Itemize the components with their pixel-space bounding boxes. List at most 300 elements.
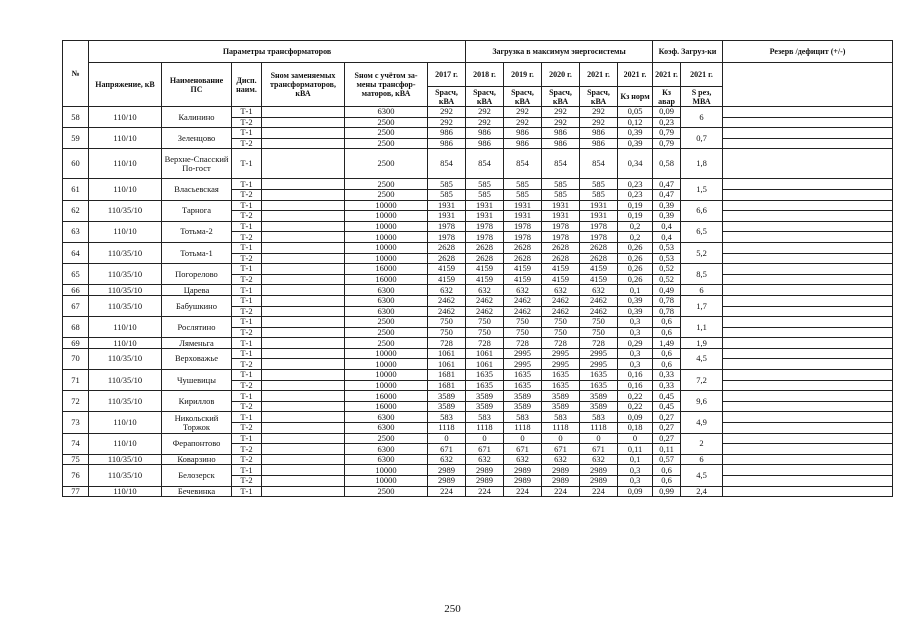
snom-replaced-cell (262, 128, 345, 139)
snom-cell: 16000 (345, 264, 428, 275)
note-cell (723, 423, 893, 434)
note-cell (723, 401, 893, 412)
load-cell: 986 (428, 138, 466, 149)
load-cell: 854 (580, 149, 618, 179)
voltage-cell: 110/35/10 (89, 370, 162, 391)
snom-replaced-cell (262, 149, 345, 179)
load-cell: 2462 (504, 306, 542, 317)
reserve-header: Резерв /дефицит (+/-) (723, 41, 893, 63)
load-cell: 632 (504, 285, 542, 296)
load-cell: 4159 (580, 264, 618, 275)
snom-cell: 6300 (345, 412, 428, 423)
note-cell (723, 200, 893, 211)
row-number-cell: 69 (63, 338, 89, 349)
srasch-2020-header: Sрасч, кВА (542, 87, 580, 107)
snom-cell: 6300 (345, 285, 428, 296)
load-cell: 854 (542, 149, 580, 179)
load-cell: 854 (466, 149, 504, 179)
disp-name-cell: Т-1 (232, 370, 262, 381)
kz-norm-cell: 0,23 (618, 189, 653, 200)
substation-name-cell: Кириллов (162, 391, 232, 412)
snom-replaced-cell (262, 211, 345, 222)
substation-name-cell: Тотьма-2 (162, 221, 232, 242)
load-cell: 986 (504, 138, 542, 149)
load-cell: 1978 (466, 232, 504, 243)
table-row (63, 149, 893, 179)
load-cell: 1978 (542, 232, 580, 243)
load-cell: 1635 (466, 380, 504, 391)
snom-replaced-cell (262, 264, 345, 275)
load-cell: 3589 (580, 391, 618, 402)
load-cell: 1978 (466, 221, 504, 232)
snom-replaced-cell (262, 476, 345, 487)
load-cell: 2989 (504, 476, 542, 487)
note-cell (723, 253, 893, 264)
row-number-cell: 65 (63, 264, 89, 285)
load-cell: 224 (504, 486, 542, 497)
load-cell: 1118 (428, 423, 466, 434)
table-row (63, 454, 893, 465)
snom-replaced-cell (262, 200, 345, 211)
kz-avar-cell: 0,27 (653, 433, 681, 444)
kz-norm-cell: 0,18 (618, 423, 653, 434)
snom-cell: 10000 (345, 476, 428, 487)
disp-name-cell: Т-2 (232, 232, 262, 243)
substation-name-cell: Ферапонтово (162, 433, 232, 454)
load-cell: 2995 (504, 359, 542, 370)
table-row (63, 465, 893, 476)
load-cell: 1931 (466, 200, 504, 211)
substation-name-cell: Царева (162, 285, 232, 296)
load-cell: 292 (428, 117, 466, 128)
snom-replaced-cell (262, 454, 345, 465)
disp-name-cell: Т-2 (232, 274, 262, 285)
load-cell: 1635 (580, 370, 618, 381)
load-cell: 2995 (542, 348, 580, 359)
note-cell (723, 179, 893, 190)
kz-norm-cell: 0,3 (618, 359, 653, 370)
load-cell: 2462 (580, 295, 618, 306)
substation-name-cell: Верхне-Спасский По-гост (162, 149, 232, 179)
kz-avar-cell: 0,4 (653, 221, 681, 232)
table-row (63, 285, 893, 296)
snom-replaced-cell (262, 295, 345, 306)
kz-norm-cell: 0,09 (618, 486, 653, 497)
note-cell (723, 380, 893, 391)
disp-name-cell: Т-1 (232, 200, 262, 211)
load-cell: 583 (428, 412, 466, 423)
kz-norm-cell: 0,19 (618, 211, 653, 222)
snom-cell: 10000 (345, 200, 428, 211)
load-cell: 4159 (428, 264, 466, 275)
note-cell (723, 149, 893, 179)
load-cell: 1978 (428, 232, 466, 243)
substation-name-cell: Рослятино (162, 317, 232, 338)
row-number-cell: 74 (63, 433, 89, 454)
load-cell: 585 (428, 189, 466, 200)
kz-norm-cell: 0,3 (618, 327, 653, 338)
snom-replaced-cell (262, 232, 345, 243)
note-cell (723, 412, 893, 423)
snom-cell: 2500 (345, 338, 428, 349)
note-cell (723, 359, 893, 370)
load-cell: 0 (580, 433, 618, 444)
kz-avar-header: Кз авар (653, 87, 681, 107)
load-cell: 292 (580, 107, 618, 118)
note-cell (723, 317, 893, 328)
snom-cell: 16000 (345, 274, 428, 285)
load-cell: 854 (428, 149, 466, 179)
kz-norm-cell: 0,05 (618, 107, 653, 118)
substation-name-cell: Бабушкино (162, 295, 232, 316)
load-cell: 585 (504, 179, 542, 190)
disp-name-cell: Т-2 (232, 117, 262, 128)
load-cell: 1931 (428, 211, 466, 222)
load-cell: 750 (428, 317, 466, 328)
name-header: Наименование ПС (162, 63, 232, 107)
disp-name-cell: Т-1 (232, 348, 262, 359)
table-row (63, 348, 893, 359)
snom-replaced-cell (262, 117, 345, 128)
row-number-cell: 66 (63, 285, 89, 296)
disp-name-cell: Т-1 (232, 338, 262, 349)
table-row (63, 317, 893, 328)
note-cell (723, 189, 893, 200)
srasch-2021-header: Sрасч, кВА (580, 87, 618, 107)
snom-replaced-cell (262, 179, 345, 190)
table-row (63, 433, 893, 444)
kz-norm-cell: 0,1 (618, 454, 653, 465)
load-cell: 292 (428, 107, 466, 118)
document-page (62, 40, 890, 497)
row-number-cell: 72 (63, 391, 89, 412)
reserve-year-header: 2021 г. (681, 63, 723, 87)
kz-norm-cell: 0,3 (618, 476, 653, 487)
kz-norm-cell: 0,22 (618, 391, 653, 402)
kz-avar-cell: 0,78 (653, 295, 681, 306)
disp-name-cell: Т-2 (232, 444, 262, 455)
table-row (63, 370, 893, 381)
voltage-cell: 110/10 (89, 433, 162, 454)
load-cell: 585 (580, 189, 618, 200)
substation-name-cell: Бечевинка (162, 486, 232, 497)
load-cell: 2628 (542, 242, 580, 253)
load-cell: 3589 (542, 401, 580, 412)
row-number-cell: 58 (63, 107, 89, 128)
snom-replaced-cell (262, 285, 345, 296)
srasch-2018-header: Sрасч, кВА (466, 87, 504, 107)
load-cell: 224 (542, 486, 580, 497)
load-cell: 1978 (428, 221, 466, 232)
snom-cell: 10000 (345, 232, 428, 243)
table-row (63, 242, 893, 253)
voltage-cell: 110/10 (89, 412, 162, 433)
reserve-cell: 1,1 (681, 317, 723, 338)
load-cell: 728 (580, 338, 618, 349)
reserve-cell: 9,6 (681, 391, 723, 412)
load-cell: 2989 (542, 465, 580, 476)
kz-avar-cell: 1,49 (653, 338, 681, 349)
kz-norm-cell: 0 (618, 433, 653, 444)
load-cell: 671 (580, 444, 618, 455)
load-cell: 0 (542, 433, 580, 444)
kz-norm-cell: 0,12 (618, 117, 653, 128)
load-cell: 1061 (466, 359, 504, 370)
reserve-cell: 6 (681, 107, 723, 128)
load-cell: 1118 (466, 423, 504, 434)
kz-avar-cell: 0,09 (653, 107, 681, 118)
snom-cell: 10000 (345, 221, 428, 232)
snom-cell: 2500 (345, 486, 428, 497)
voltage-cell: 110/10 (89, 317, 162, 338)
note-cell (723, 454, 893, 465)
substation-name-cell: Тотьма-1 (162, 242, 232, 263)
snom-cell: 2500 (345, 189, 428, 200)
kz-norm-cell: 0,26 (618, 264, 653, 275)
snom-replaced-cell (262, 242, 345, 253)
coef-year-avar-header: 2021 г. (653, 63, 681, 87)
load-cell: 1635 (504, 370, 542, 381)
voltage-cell: 110/35/10 (89, 454, 162, 465)
load-cell: 632 (542, 454, 580, 465)
kz-norm-cell: 0,3 (618, 317, 653, 328)
row-number-cell: 75 (63, 454, 89, 465)
voltage-cell: 110/35/10 (89, 391, 162, 412)
voltage-cell: 110/10 (89, 107, 162, 128)
reserve-cell: 1,5 (681, 179, 723, 200)
kz-norm-cell: 0,34 (618, 149, 653, 179)
snom-replaced-cell (262, 306, 345, 317)
load-cell: 750 (542, 317, 580, 328)
load-cell: 3589 (504, 391, 542, 402)
snom-replaced-cell (262, 221, 345, 232)
transformer-table (62, 40, 893, 497)
kz-norm-cell: 0,1 (618, 285, 653, 296)
kz-avar-cell: 0,39 (653, 211, 681, 222)
table-row (63, 338, 893, 349)
snom-replaced-cell (262, 274, 345, 285)
note-cell (723, 306, 893, 317)
note-cell (723, 486, 893, 497)
load-cell: 1978 (580, 221, 618, 232)
load-cell: 2462 (428, 306, 466, 317)
params-header: Параметры трансформаторов (89, 41, 466, 63)
load-cell: 3589 (580, 401, 618, 412)
voltage-header: Напряжение, кВ (89, 63, 162, 107)
load-cell: 728 (504, 338, 542, 349)
disp-name-cell: Т-1 (232, 242, 262, 253)
load-cell: 585 (428, 179, 466, 190)
note-cell (723, 221, 893, 232)
load-cell: 2995 (580, 348, 618, 359)
disp-name-cell: Т-1 (232, 128, 262, 139)
disp-name-cell: Т-1 (232, 264, 262, 275)
load-cell: 1931 (542, 211, 580, 222)
load-cell: 4159 (466, 264, 504, 275)
load-cell: 986 (542, 128, 580, 139)
row-number-cell: 62 (63, 200, 89, 221)
kz-norm-cell: 0,26 (618, 253, 653, 264)
note-cell (723, 327, 893, 338)
load-cell: 224 (428, 486, 466, 497)
row-number-cell: 73 (63, 412, 89, 433)
load-cell: 2989 (428, 476, 466, 487)
reserve-cell: 4,5 (681, 348, 723, 369)
load-cell: 4159 (542, 274, 580, 285)
load-cell: 4159 (428, 274, 466, 285)
reserve-cell: 4,5 (681, 465, 723, 486)
kz-avar-cell: 0,27 (653, 423, 681, 434)
substation-name-cell: Тарнога (162, 200, 232, 221)
reserve-cell: 6,6 (681, 200, 723, 221)
snom-cell: 6300 (345, 306, 428, 317)
snom-cell: 2500 (345, 117, 428, 128)
snom-cell: 2500 (345, 149, 428, 179)
substation-name-cell: Белозерск (162, 465, 232, 486)
load-header: Загрузка в максимум энергосистемы (466, 41, 653, 63)
kz-avar-cell: 0,45 (653, 401, 681, 412)
load-cell: 3589 (542, 391, 580, 402)
snom-replaced-cell (262, 401, 345, 412)
load-cell: 632 (504, 454, 542, 465)
kz-avar-cell: 0,6 (653, 327, 681, 338)
kz-norm-cell: 0,11 (618, 444, 653, 455)
load-cell: 750 (580, 317, 618, 328)
kz-avar-cell: 0,58 (653, 149, 681, 179)
load-cell: 632 (580, 285, 618, 296)
load-cell: 1978 (542, 221, 580, 232)
reserve-cell: 5,2 (681, 242, 723, 263)
load-cell: 2462 (504, 295, 542, 306)
snom-cell: 2500 (345, 317, 428, 328)
kz-norm-cell: 0,2 (618, 232, 653, 243)
kz-avar-cell: 0,78 (653, 306, 681, 317)
load-cell: 585 (580, 179, 618, 190)
kz-norm-cell: 0,3 (618, 348, 653, 359)
load-cell: 2628 (580, 253, 618, 264)
load-cell: 585 (504, 189, 542, 200)
kz-norm-cell: 0,39 (618, 306, 653, 317)
voltage-cell: 110/35/10 (89, 295, 162, 316)
load-cell: 2462 (428, 295, 466, 306)
kz-avar-cell: 0,49 (653, 285, 681, 296)
voltage-cell: 110/10 (89, 128, 162, 149)
load-cell: 292 (504, 107, 542, 118)
load-cell: 750 (466, 317, 504, 328)
row-number-cell: 61 (63, 179, 89, 200)
kz-norm-cell: 0,29 (618, 338, 653, 349)
snom-replaced-cell (262, 138, 345, 149)
disp-name-cell: Т-2 (232, 211, 262, 222)
load-cell: 986 (580, 138, 618, 149)
disp-name-cell: Т-2 (232, 359, 262, 370)
load-cell: 2628 (504, 242, 542, 253)
load-cell: 986 (428, 128, 466, 139)
load-cell: 1635 (542, 370, 580, 381)
load-cell: 3589 (466, 401, 504, 412)
substation-name-cell: Никольский Торжок (162, 412, 232, 433)
load-cell: 2462 (542, 295, 580, 306)
row-number-cell: 64 (63, 242, 89, 263)
load-cell: 632 (428, 454, 466, 465)
substation-name-cell: Зеленцово (162, 128, 232, 149)
note-cell (723, 232, 893, 243)
load-cell: 2462 (466, 306, 504, 317)
kz-avar-cell: 0,6 (653, 476, 681, 487)
page-number: 250 (444, 603, 461, 615)
disp-name-cell: Т-1 (232, 317, 262, 328)
snom-cell: 2500 (345, 179, 428, 190)
load-cell: 671 (504, 444, 542, 455)
reserve-cell: 6 (681, 454, 723, 465)
reserve-cell: 0,7 (681, 128, 723, 149)
load-cell: 4159 (542, 264, 580, 275)
load-cell: 632 (466, 285, 504, 296)
kz-avar-cell: 0,23 (653, 117, 681, 128)
load-cell: 3589 (504, 401, 542, 412)
voltage-cell: 110/35/10 (89, 285, 162, 296)
load-cell: 986 (466, 128, 504, 139)
note-cell (723, 370, 893, 381)
year-2020-header: 2020 г. (542, 63, 580, 87)
load-cell: 2462 (542, 306, 580, 317)
snom-cell: 6300 (345, 454, 428, 465)
snom-with-header: Sном с учётом за-мены трансфор-маторов, кВА (345, 63, 428, 107)
disp-name-cell: Т-2 (232, 454, 262, 465)
load-cell: 583 (542, 412, 580, 423)
disp-name-cell: Т-1 (232, 107, 262, 118)
load-cell: 1635 (504, 380, 542, 391)
disp-name-cell: Т-1 (232, 221, 262, 232)
load-cell: 1635 (542, 380, 580, 391)
reserve-cell: 8,5 (681, 264, 723, 285)
load-cell: 1061 (428, 359, 466, 370)
load-cell: 585 (466, 189, 504, 200)
load-cell: 2989 (504, 465, 542, 476)
load-cell: 854 (504, 149, 542, 179)
load-cell: 728 (428, 338, 466, 349)
substation-name-cell: Коварзино (162, 454, 232, 465)
kz-norm-cell: 0,23 (618, 179, 653, 190)
load-cell: 2628 (504, 253, 542, 264)
load-cell: 4159 (580, 274, 618, 285)
disp-name-cell: Т-2 (232, 380, 262, 391)
kz-avar-cell: 0,39 (653, 200, 681, 211)
snom-replaced-cell (262, 253, 345, 264)
substation-name-cell: Чушевицы (162, 370, 232, 391)
snom-cell: 10000 (345, 348, 428, 359)
load-cell: 2462 (466, 295, 504, 306)
load-cell: 1978 (504, 232, 542, 243)
row-number-cell: 60 (63, 149, 89, 179)
table-row (63, 128, 893, 139)
kz-avar-cell: 0,33 (653, 370, 681, 381)
row-number-cell: 67 (63, 295, 89, 316)
kz-norm-cell: 0,39 (618, 138, 653, 149)
load-cell: 3589 (428, 401, 466, 412)
snom-replaced-cell (262, 433, 345, 444)
year-2021-header: 2021 г. (580, 63, 618, 87)
voltage-cell: 110/10 (89, 338, 162, 349)
load-cell: 0 (466, 433, 504, 444)
table-row (63, 412, 893, 423)
snom-replaced-cell (262, 486, 345, 497)
snom-cell: 6300 (345, 444, 428, 455)
load-cell: 1931 (504, 211, 542, 222)
row-number-cell: 76 (63, 465, 89, 486)
disp-name-cell: Т-1 (232, 179, 262, 190)
load-cell: 1978 (580, 232, 618, 243)
